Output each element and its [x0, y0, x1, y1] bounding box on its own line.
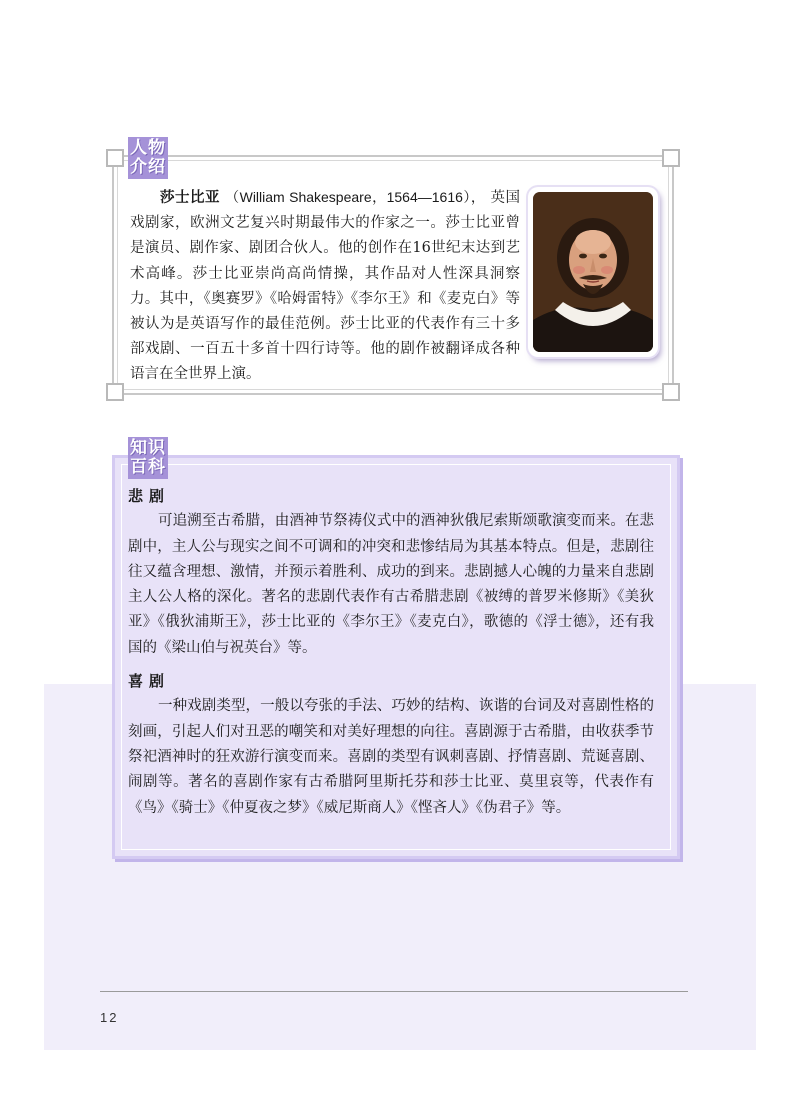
person-name-latin: （William Shakespeare，1564—1616）， — [225, 189, 486, 205]
page-number: 12 — [100, 1010, 119, 1025]
knowledge-content — [128, 484, 654, 829]
frame-corner — [106, 149, 124, 167]
section-body-tragedy: 可追溯至古希腊，由酒神节祭祷仪式中的酒神狄俄尼索斯颂歌演变而来。在悲剧中，主人公与现实之间不可调和的冲突和悲惨结局为其基本特点。但是，悲剧往往又蕴含理想、激情，并预示着胜利、成功的到来。悲剧撼人心魄的力量来自悲剧主人公人格的深化。著名的悲剧代表作有古希腊悲剧《被缚的普罗米修斯》《美狄亚》《俄狄浦斯王》，莎士比亚的《李尔王》《麦克白》，歌德的《浮士德》，还有我国的《梁山伯与祝英台》等。 — [128, 513, 654, 656]
frame-corner — [106, 383, 124, 401]
person-name: 莎士比亚 — [160, 190, 220, 206]
shakespeare-portrait — [528, 187, 658, 357]
portrait-image — [533, 192, 653, 352]
footer-rule — [100, 991, 688, 992]
frame-corner — [662, 383, 680, 401]
person-intro-body: 英国戏剧家，欧洲文艺复兴时期最伟大的作家之一。莎士比亚曾是演员、剧作家、剧团合伙人。他的创作在16世纪末达到艺术高峰。莎士比亚崇尚高尚情操，其作品对人性深具洞察力。其中，《奥赛罗》《哈姆雷特》《李尔王》和《麦克白》等被认为是英语写作的最佳范例。莎士比亚的代表作有三十多部戏剧、一百五十多首十四行诗等。他的剧作被翻译成各种语言在全世界上演。 — [130, 190, 520, 383]
person-intro-text — [130, 185, 520, 388]
frame-corner — [662, 149, 680, 167]
section-title-comedy: 喜剧 — [128, 672, 171, 691]
person-intro-tag: 人物介绍 — [130, 138, 166, 177]
section-body-comedy: 一种戏剧类型，一般以夸张的手法、巧妙的结构、诙谐的台词及对喜剧性格的刻画，引起人们对丑恶的嘲笑和对美好理想的向往。喜剧源于古希腊，由收获季节祭祀酒神时的狂欢游行演变而来。喜剧的类型有讽刺喜剧、抒情喜剧、荒诞喜剧、闹剧等。著名的喜剧作家有古希腊阿里斯托芬和莎士比亚、莫里哀等，代表作有《鸟》《骑士》《仲夏夜之梦》《威尼斯商人》《悭吝人》《伪君子》等。 — [128, 698, 654, 816]
knowledge-tag: 知识百科 — [130, 438, 166, 477]
section-title-tragedy: 悲剧 — [128, 487, 171, 505]
